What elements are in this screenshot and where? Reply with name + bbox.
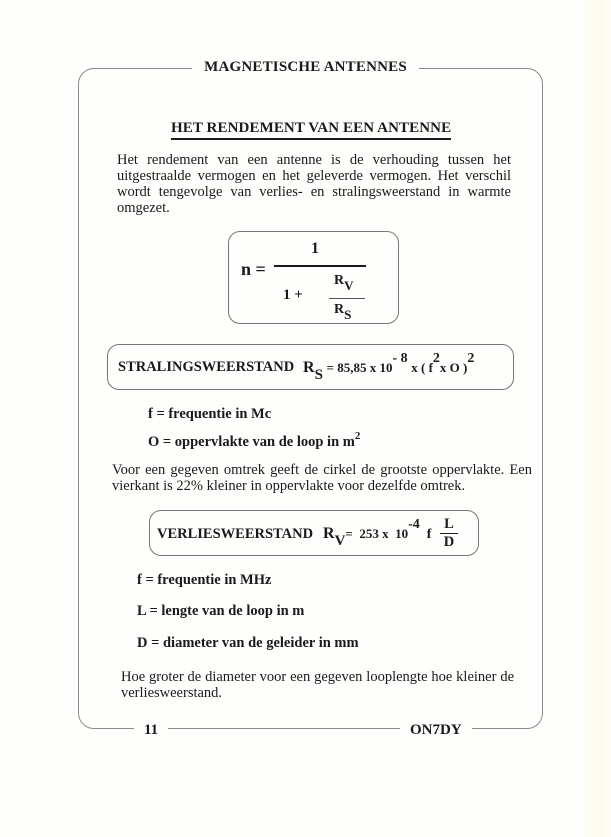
radiation-resistance-formula — [303, 353, 474, 384]
paper-edge-tint — [581, 0, 611, 837]
l-over-d-fraction — [438, 516, 460, 551]
definition-length: L = lengte van de loop in m — [137, 603, 305, 619]
rv-subscript: V — [344, 278, 354, 293]
radiation-resistance-label: STRALINGSWEERSTAND — [118, 359, 295, 375]
loss-eq-part1: = 253 x 10 — [345, 526, 409, 541]
rs-term — [334, 301, 352, 322]
rs-symbol: R — [303, 359, 315, 376]
header-title: MAGNETISCHE ANTENNES — [192, 59, 419, 75]
loss-resistance-label: VERLIESWEERSTAND — [157, 526, 314, 542]
loss-resistance-formula — [323, 519, 431, 550]
radiation-exp2: 2 — [432, 351, 440, 366]
loss-exp: -4 — [408, 517, 420, 532]
fraction-numerator-l: L — [444, 516, 454, 532]
definition-frequency-mc: f = frequentie in Mc — [148, 406, 272, 422]
page-number: 11 — [134, 722, 168, 739]
efficiency-symbol: n = — [241, 259, 266, 279]
radiation-exp1: - 8 — [392, 351, 408, 366]
efficiency-denominator-prefix: 1 + — [283, 287, 303, 303]
definition-frequency-mhz: f = frequentie in MHz — [137, 572, 272, 588]
circle-note-paragraph: Voor een gegeven omtrek geeft de cirkel de grootste oppervlakte. Een vierkant is 22% kleiner in oppervlakte voor dezelfde omtrek. — [112, 462, 532, 494]
conclusion-paragraph: Hoe groter de diameter voor een gegeven looplengte hoe kleiner de verliesweerstand. — [121, 669, 514, 701]
page-header — [0, 59, 611, 76]
definition-area-sup: 2 — [354, 430, 361, 442]
fraction-denominator-d: D — [443, 534, 455, 550]
efficiency-numerator: 1 — [311, 240, 319, 257]
definition-diameter: D = diameter van de geleider in mm — [137, 635, 359, 651]
rv-symbol-sub: V — [334, 533, 346, 549]
rv-symbol: R — [323, 525, 335, 542]
radiation-eq-part2: x ( f — [411, 360, 433, 375]
rs-symbol-sub: S — [314, 367, 323, 383]
radiation-resistance-box — [107, 344, 514, 390]
definition-area — [148, 430, 361, 451]
section-title: HET RENDEMENT VAN EEN ANTENNE — [171, 120, 451, 140]
footer-author: ON7DY — [400, 722, 472, 739]
intro-paragraph: Het rendement van een antenne is de verhouding tussen het uitgestraalde vermogen en het geleverde vermogen. Het verschil wordt tengevolge van verlies- en stralingsweerstand in warmte omgezet. — [117, 152, 511, 216]
efficiency-formula-box — [228, 231, 399, 324]
radiation-eq-part3: x O ) — [439, 360, 468, 375]
main-fraction-bar — [274, 265, 366, 267]
definition-area-text: O = oppervlakte van de loop in m — [148, 434, 355, 450]
inner-fraction-bar — [329, 298, 365, 299]
loss-resistance-box — [149, 510, 479, 556]
rs-base: R — [334, 302, 345, 317]
rv-base: R — [334, 273, 345, 288]
radiation-eq-part1: = 85,85 x 10 — [326, 360, 393, 375]
rv-term — [334, 272, 354, 293]
radiation-exp3: 2 — [467, 351, 475, 366]
rs-subscript: S — [344, 307, 352, 322]
loss-eq-part2: f — [426, 527, 432, 542]
